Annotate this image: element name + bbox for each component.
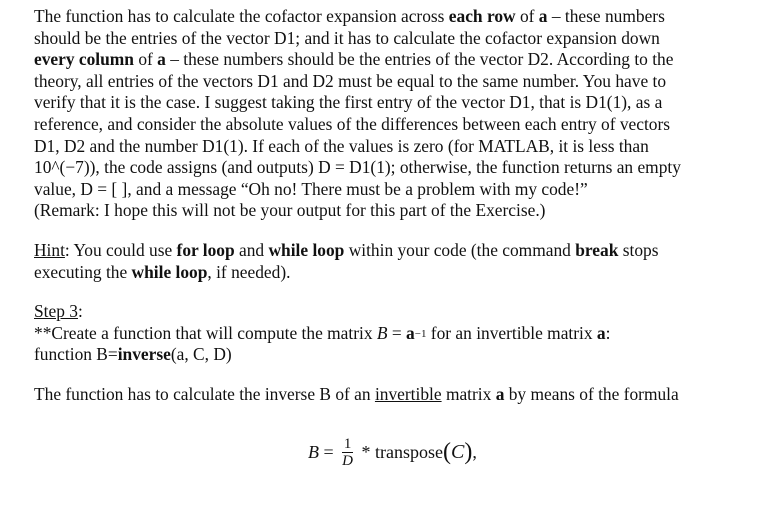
- paragraph-1-line-7: D1, D2 and the number D1(1). If each of the values is zero (for MATLAB, it is less than: [34, 135, 649, 156]
- paragraph-1-line-3: [34, 49, 764, 71]
- formula-operator: * transpose: [357, 442, 443, 462]
- text-run: The function has to calculate the cofactor expansion across: [34, 6, 449, 26]
- spacer: [34, 283, 764, 301]
- formula-close-paren: ): [464, 439, 473, 465]
- hint-label: Hint: [34, 239, 65, 260]
- underlined-invertible: invertible: [374, 383, 442, 404]
- math-inverse-exponent: −1: [414, 327, 427, 340]
- text-run: of: [133, 49, 158, 70]
- bold-a: a: [538, 6, 548, 26]
- text-run: of: [515, 6, 539, 26]
- text-run: function B=: [34, 344, 118, 365]
- bold-a: a: [596, 322, 606, 343]
- text-run: (a, C, D): [170, 344, 232, 365]
- bold-break: break: [575, 239, 619, 260]
- bold-a: a: [157, 49, 166, 70]
- formula-open-paren: (: [442, 439, 451, 465]
- paragraph-1-line-4: theory, all entries of the vectors D1 and D2 must be equal to the same number. You have to: [34, 70, 667, 91]
- bold-each-row: each row: [448, 6, 516, 26]
- paragraph-1-line-10: (Remark: I hope this will not be your output for this part of the Exercise.): [34, 200, 546, 221]
- step-3-task: [34, 323, 764, 345]
- text-run: stops: [618, 239, 659, 260]
- bold-while-loop: while loop: [268, 239, 345, 260]
- function-signature: [34, 344, 764, 366]
- paragraph-1-line-1: [34, 6, 764, 28]
- text-run: by means of the formula: [504, 383, 679, 404]
- formula-b: B: [308, 442, 319, 462]
- hint-line-1: [34, 240, 764, 262]
- text-run: for an invertible matrix: [426, 322, 597, 343]
- math-b: B: [376, 322, 388, 343]
- inverse-formula: [308, 436, 477, 469]
- bold-for-loop: for loop: [176, 239, 235, 260]
- bold-a: a: [495, 383, 505, 404]
- text-run: :: [605, 322, 611, 343]
- paragraph-1-line-5: verify that it is the case. I suggest taking the first entry of the vector D1, that is D1(1), as a: [34, 92, 663, 113]
- bold-while-loop: while loop: [131, 261, 208, 282]
- math-equals: =: [387, 322, 407, 343]
- text-run: , if needed).: [207, 261, 291, 282]
- text-run: : You could use: [64, 239, 177, 260]
- step-3-heading: [34, 301, 764, 323]
- formula-fraction: [340, 436, 355, 469]
- paragraph-3-line-1: [34, 384, 764, 406]
- document-page: [34, 6, 764, 406]
- hint-line-2: [34, 262, 764, 284]
- bold-every-column: every column: [34, 49, 134, 70]
- step-3-title: Step 3: [34, 301, 78, 322]
- paragraph-1-line-2: should be the entries of the vector D1; and it has to calculate the cofactor expansion down: [34, 27, 660, 48]
- formula-comma: ,: [472, 442, 477, 462]
- text-run: – these numbers: [547, 6, 665, 26]
- spacer: [34, 222, 764, 240]
- spacer: [34, 366, 764, 384]
- text-run: executing the: [34, 261, 132, 282]
- text-run: **Create a function that will compute the matrix: [34, 322, 377, 343]
- fraction-denominator: D: [342, 453, 353, 469]
- formula-equals: =: [319, 442, 339, 462]
- text-run: – these numbers should be the entries of the vector D2. According to the: [165, 49, 674, 70]
- formula-c: C: [450, 441, 465, 463]
- text-run: within your code (the command: [344, 239, 576, 260]
- text-run: and: [234, 239, 269, 260]
- text-run: The function has to calculate the inverse B of an: [34, 383, 375, 404]
- math-bold-a: a: [406, 322, 415, 343]
- text-run: matrix: [441, 383, 496, 404]
- paragraph-1-line-6: reference, and consider the absolute values of the differences between each entry of vectors: [34, 113, 671, 134]
- text-run: :: [77, 301, 83, 322]
- paragraph-1-line-8: 10^(−7)), the code assigns (and outputs) D = D1(1); otherwise, the function returns an empty: [34, 157, 681, 178]
- fraction-numerator: 1: [343, 436, 352, 452]
- bold-inverse: inverse: [117, 344, 171, 365]
- paragraph-1-line-9: value, D = [ ], and a message “Oh no! There must be a problem with my code!”: [34, 178, 588, 199]
